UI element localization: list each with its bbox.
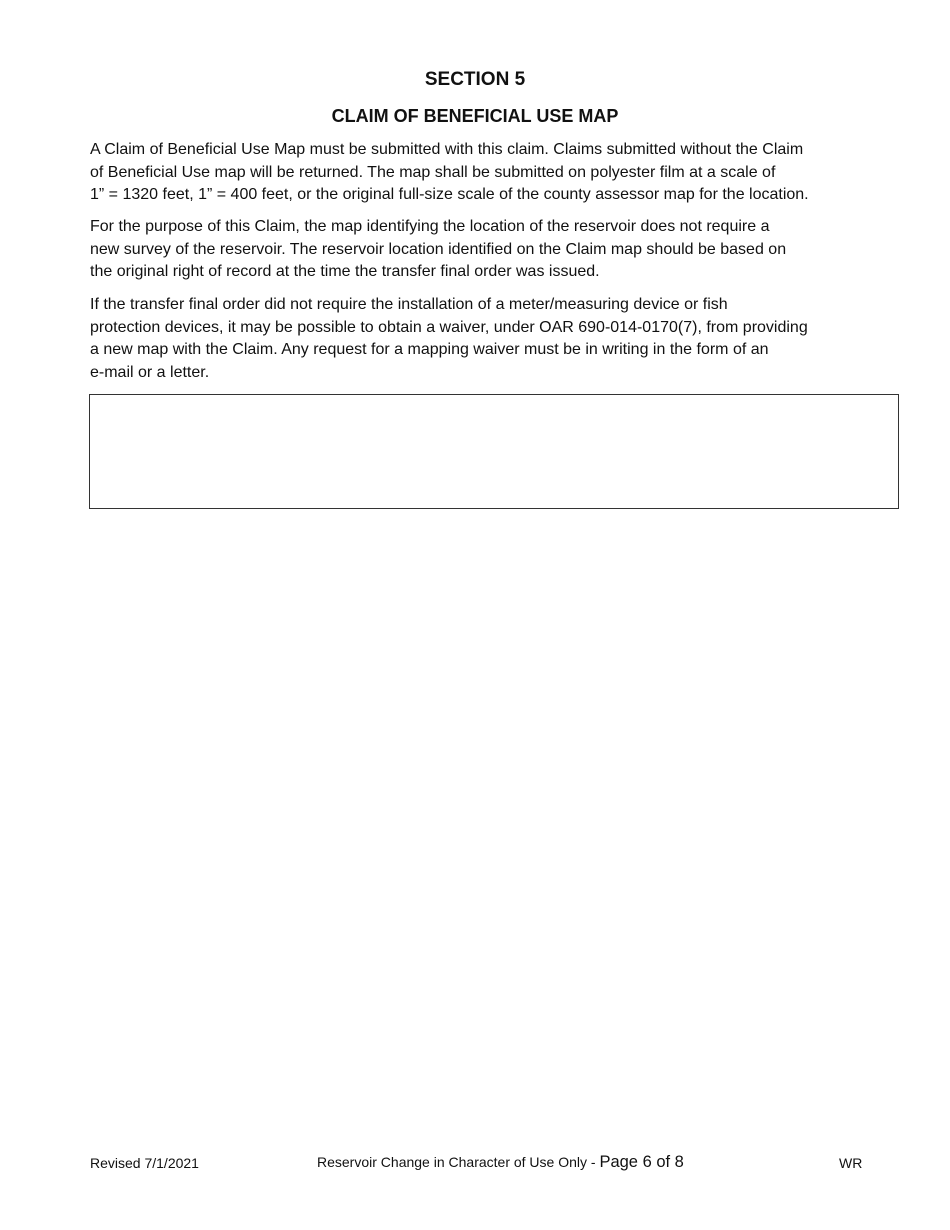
map-entry-box[interactable] — [89, 394, 899, 509]
paragraph-line: the original right of record at the time the transfer final order was issued. — [90, 263, 600, 280]
paragraph-line: If the transfer final order did not require the installation of a meter/measuring device or fish — [90, 296, 728, 313]
paragraph-line: a new map with the Claim. Any request for a mapping waiver must be in writing in the form of an — [90, 341, 769, 358]
paragraph-survey-note — [90, 216, 870, 284]
section-number: SECTION 5 — [424, 69, 526, 90]
paragraph-line: of Beneficial Use map will be returned. The map shall be submitted on polyester film at a scale of — [90, 163, 776, 181]
footer-page-number: Page 6 of 8 — [599, 1153, 684, 1171]
footer-form-title — [317, 1150, 684, 1174]
paragraph-line: e-mail or a letter. — [90, 363, 210, 381]
footer-revised-date: Revised 7/1/2021 — [90, 1155, 199, 1171]
paragraph-line: new survey of the reservoir. The reservoir location identified on the Claim map should be based on — [90, 240, 787, 258]
paragraph-line: A Claim of Beneficial Use Map must be submitted with this claim. Claims submitted without the Claim — [90, 141, 804, 158]
paragraph-line: 1” = 1320 feet, 1” = 400 feet, or the original full-size scale of the county assessor map for the location. — [90, 186, 809, 203]
footer-form-name: Reservoir Change in Character of Use Only - — [317, 1154, 600, 1170]
section-title: CLAIM OF BENEFICIAL USE MAP — [331, 106, 619, 126]
paragraph-waiver-note — [90, 294, 870, 384]
paragraph-line: protection devices, it may be possible to obtain a waiver, under OAR 690-014-0170(7), from providing — [90, 318, 808, 336]
page-footer — [0, 1150, 950, 1180]
paragraph-map-requirement — [90, 139, 870, 207]
footer-form-code: WR — [839, 1155, 863, 1171]
paragraph-line: For the purpose of this Claim, the map identifying the location of the reservoir does not require a — [90, 218, 770, 235]
